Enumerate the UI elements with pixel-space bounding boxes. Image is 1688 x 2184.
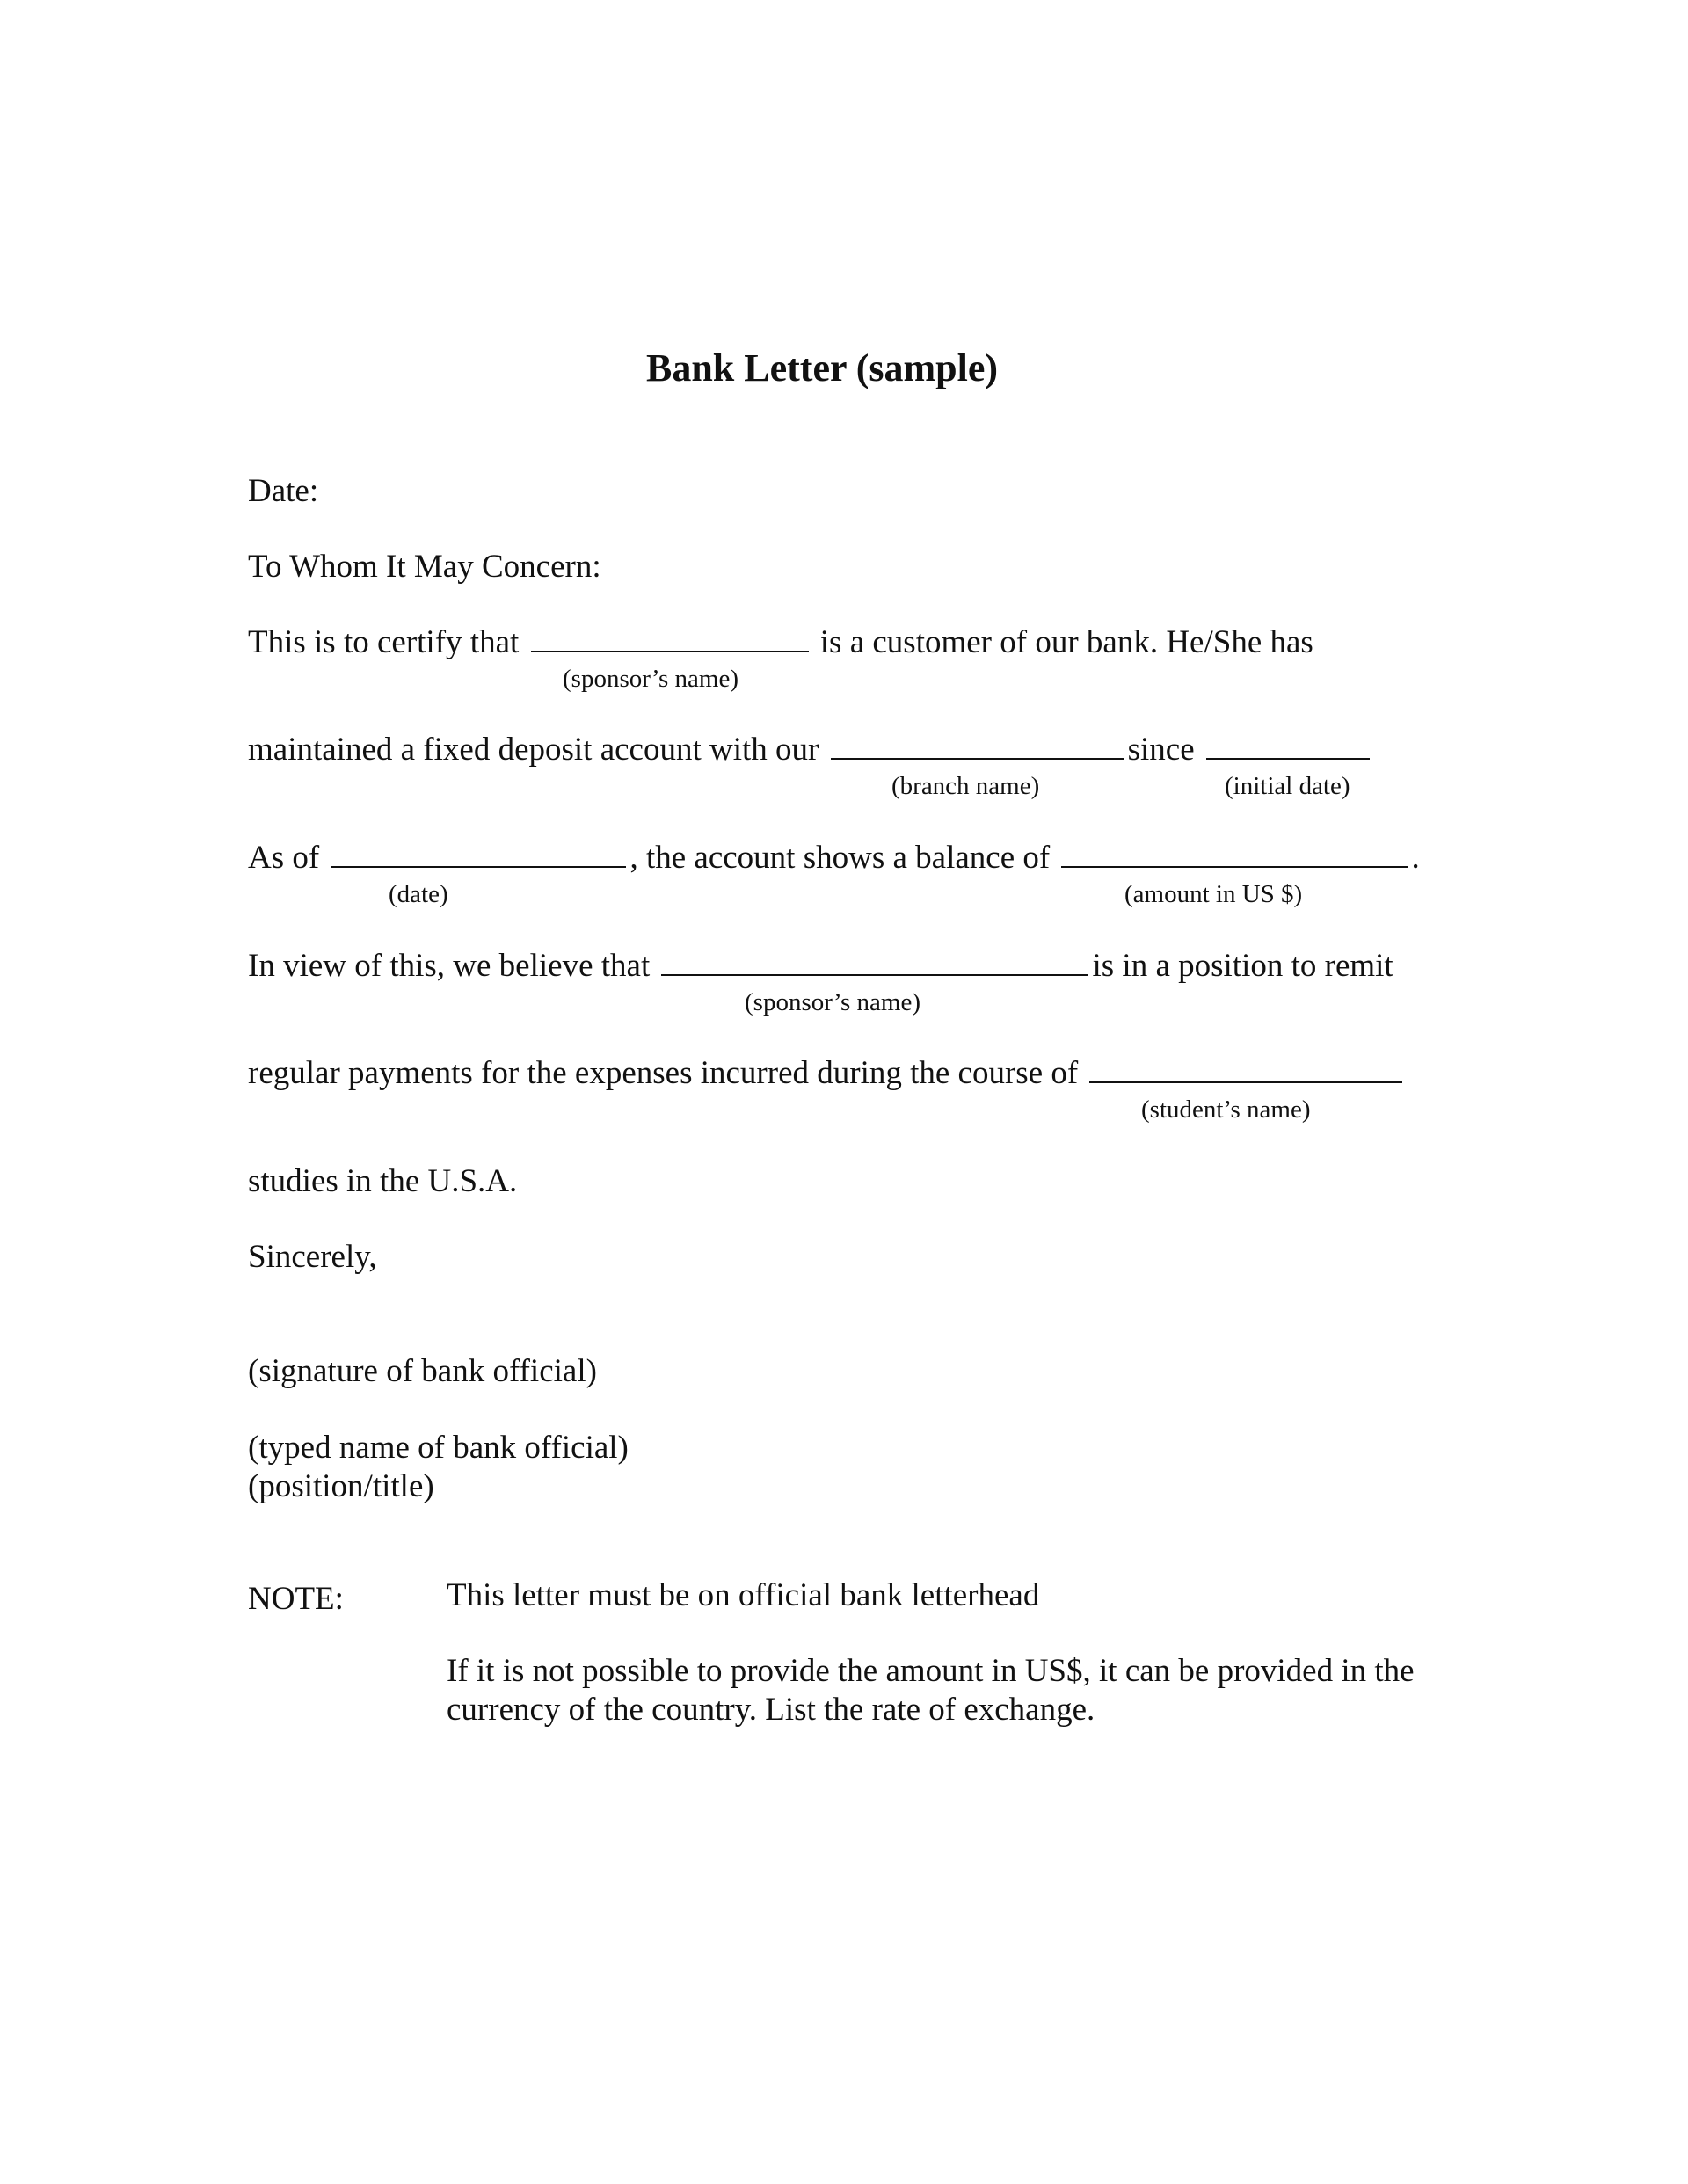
balance-text-before: As of [248, 840, 320, 876]
sponsor-name-caption: (sponsor’s name) [563, 665, 739, 693]
note-letterhead: This letter must be on official bank letterhead [447, 1577, 1040, 1613]
payments-line [248, 1057, 1406, 1089]
student-name-caption: (student’s name) [1141, 1096, 1311, 1124]
note-currency-line2: currency of the country. List the rate of exchange. [447, 1692, 1095, 1728]
branch-name-caption: (branch name) [891, 772, 1040, 800]
note-currency-line1: If it is not possible to provide the amount in US$, it can be provided in the [447, 1653, 1415, 1689]
deposit-text-before: maintained a fixed deposit account with our [248, 732, 819, 768]
certify-line [248, 626, 1313, 659]
certify-text-after: is a customer of our bank. He/She has [819, 624, 1313, 660]
note-label: NOTE: [248, 1581, 344, 1617]
as-of-date-caption: (date) [389, 880, 448, 908]
balance-text-middle: , the account shows a balance of [629, 840, 1051, 876]
as-of-date-blank[interactable] [331, 841, 626, 868]
certify-text-before: This is to certify that [248, 624, 520, 660]
deposit-text-since: since [1127, 732, 1195, 768]
balance-line [248, 841, 1420, 874]
student-name-blank[interactable] [1089, 1057, 1402, 1083]
date-label: Date: [248, 473, 319, 509]
deposit-line [248, 733, 1373, 766]
salutation: To Whom It May Concern: [248, 549, 601, 585]
view-text-before: In view of this, we believe that [248, 948, 651, 984]
sponsor-name-blank[interactable] [531, 626, 809, 652]
position-placeholder: (position/title) [248, 1468, 434, 1504]
view-line [248, 950, 1393, 982]
initial-date-caption: (initial date) [1225, 772, 1350, 800]
typed-name-placeholder: (typed name of bank official) [248, 1430, 629, 1466]
view-text-after: is in a position to remit [1092, 948, 1393, 984]
balance-text-end: . [1411, 840, 1420, 876]
initial-date-blank[interactable] [1206, 733, 1370, 760]
amount-blank[interactable] [1061, 841, 1408, 868]
closing: Sincerely, [248, 1239, 377, 1275]
document-title: Bank Letter (sample) [645, 346, 999, 389]
amount-caption: (amount in US $) [1124, 880, 1303, 908]
sponsor-name-blank-2[interactable] [661, 950, 1088, 976]
payments-text: regular payments for the expenses incurred during the course of [248, 1055, 1079, 1091]
signature-placeholder: (signature of bank official) [248, 1353, 597, 1389]
branch-name-blank[interactable] [831, 733, 1124, 760]
sponsor-name-caption-2: (sponsor’s name) [745, 988, 921, 1016]
studies-line: studies in the U.S.A. [248, 1163, 518, 1199]
